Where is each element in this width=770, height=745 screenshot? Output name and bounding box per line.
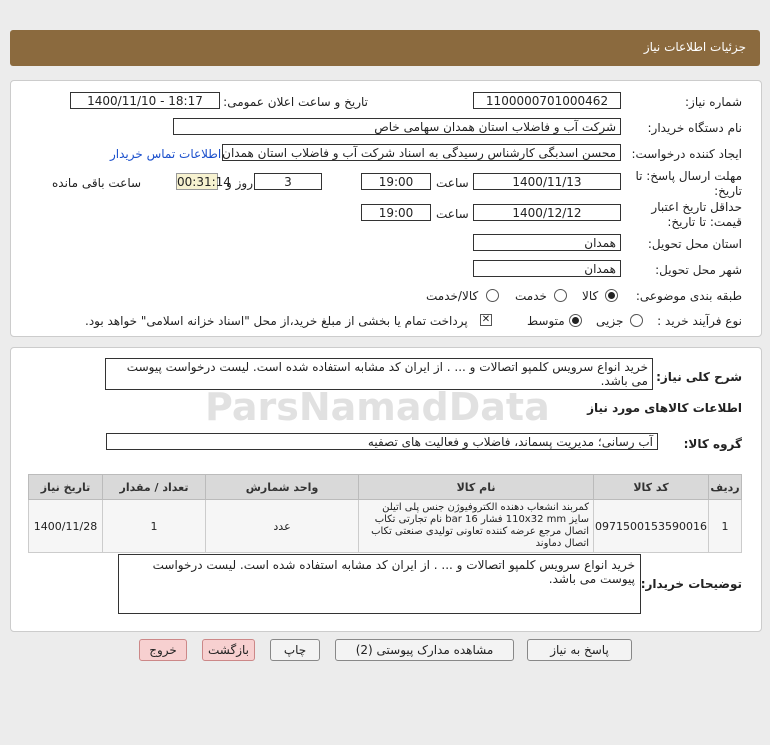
watermark-text: ParsNamadData	[205, 385, 550, 429]
deadline-label-2: تاریخ:	[714, 184, 742, 198]
need-number-label: شماره نیاز:	[685, 95, 742, 109]
days-label: روز و	[226, 176, 253, 190]
table-header-row	[29, 475, 742, 500]
col-header-unit: واحد شمارش	[206, 475, 359, 500]
category-radio-service[interactable]	[554, 289, 567, 302]
cell-date: 1400/11/28	[29, 500, 103, 553]
buyer-notes-label: توضیحات خریدار:	[640, 577, 742, 591]
summary-label: شرح کلی نیاز:	[656, 370, 742, 384]
cell-code: 0971500153590016	[594, 500, 709, 553]
announce-label: تاریخ و ساعت اعلان عمومی:	[223, 95, 368, 109]
category-label: طبقه بندی موضوعی:	[635, 289, 742, 303]
process-option-medium: متوسط	[527, 314, 565, 328]
print-button[interactable]: چاپ	[270, 639, 320, 661]
deadline-date-field: 1400/11/13	[473, 173, 621, 190]
city-label: شهر محل تحویل:	[655, 263, 742, 277]
reply-button[interactable]: پاسخ به نیاز	[527, 639, 632, 661]
category-option-service: خدمت	[515, 289, 547, 303]
remaining-time-field: 00:31:14	[177, 175, 231, 189]
validity-date-field: 1400/12/12	[473, 204, 621, 221]
buyer-notes-field: خرید انواع سرویس کلمپو اتصالات و ... . از ایران کد مشابه استفاده شده است. لیست درخواست پیوست می باشد.	[118, 554, 641, 614]
goods-group-field: آب رسانی؛ مدیریت پسماند، فاضلاب و فعالیت های تصفیه	[106, 433, 658, 450]
process-radio-medium[interactable]	[569, 314, 582, 327]
category-radio-goods[interactable]	[605, 289, 618, 302]
creator-field: محسن اسدبگی کارشناس رسیدگی به اسناد شرکت آب و فاضلاب استان همدان	[222, 144, 621, 161]
goods-group-label: گروه کالا:	[683, 437, 742, 451]
buyer-org-label: نام دستگاه خریدار:	[647, 121, 742, 135]
goods-info-title: اطلاعات کالاهای مورد نیاز	[587, 401, 742, 415]
category-option-both: کالا/خدمت	[426, 289, 479, 303]
page-header	[10, 30, 760, 66]
announce-field: 1400/11/10 - 18:17	[70, 92, 220, 109]
province-field: همدان	[473, 234, 621, 251]
validity-time-field: 19:00	[361, 204, 431, 221]
col-header-code: کد کالا	[594, 475, 709, 500]
city-field: همدان	[473, 260, 621, 277]
exit-button[interactable]: خروج	[139, 639, 187, 661]
col-header-qty: تعداد / مقدار	[103, 475, 206, 500]
treasury-checkbox[interactable]: ✕	[481, 314, 491, 325]
days-field: 3	[254, 173, 322, 190]
process-label: نوع فرآیند خرید :	[657, 314, 742, 328]
col-header-name: نام کالا	[359, 475, 594, 500]
deadline-time-label: ساعت	[436, 176, 469, 190]
province-label: استان محل تحویل:	[647, 237, 742, 251]
page-title: جزئیات اطلاعات نیاز	[643, 40, 746, 54]
validity-label: حداقل تاریخ اعتبار	[651, 200, 742, 214]
buyer-contact-link[interactable]: اطلاعات تماس خریدار	[110, 147, 222, 161]
payment-note: پرداخت تمام یا بخشی از مبلغ خرید،از محل "اسناد خزانه اسلامی" خواهد بود.	[85, 314, 468, 328]
creator-label: ایجاد کننده درخواست:	[631, 147, 742, 161]
cell-unit: عدد	[206, 500, 359, 553]
back-button[interactable]: بازگشت	[202, 639, 255, 661]
cell-qty: 1	[103, 500, 206, 553]
process-radio-minor[interactable]	[630, 314, 643, 327]
cell-row: 1	[709, 500, 742, 553]
deadline-label: مهلت ارسال پاسخ: تا	[635, 169, 742, 183]
category-option-goods: کالا	[582, 289, 599, 303]
category-radio-both[interactable]	[486, 289, 499, 302]
goods-table	[28, 474, 742, 553]
remaining-label: ساعت باقی مانده	[52, 176, 142, 190]
col-header-date: تاریخ نیاز	[29, 475, 103, 500]
deadline-time-field: 19:00	[361, 173, 431, 190]
need-number-field: 1100000701000462	[473, 92, 621, 109]
table-row	[29, 500, 742, 553]
buyer-org-field: شرکت آب و فاضلاب استان همدان سهامی خاص	[173, 118, 621, 135]
process-option-minor: جزیی	[596, 314, 624, 328]
summary-field: خرید انواع سرویس کلمپو اتصالات و ... . از ایران کد مشابه استفاده شده است. لیست درخواست پیوست می باشد.	[105, 358, 653, 390]
cell-name: کمربند انشعاب دهنده الکتروفیوژن جنس پلی اتیلن سایز 110x32 mm فشار 16 bar نام تجارتی تکاب اتصال مرجع عرضه کننده تعاونی تولیدی صنعتی تکاب اتصال دماوند	[359, 500, 594, 553]
attachments-button[interactable]: مشاهده مدارک پیوستی (2)	[335, 639, 514, 661]
col-header-row: ردیف	[709, 475, 742, 500]
validity-time-label: ساعت	[436, 207, 469, 221]
validity-label-2: قیمت: تا تاریخ:	[667, 215, 742, 229]
